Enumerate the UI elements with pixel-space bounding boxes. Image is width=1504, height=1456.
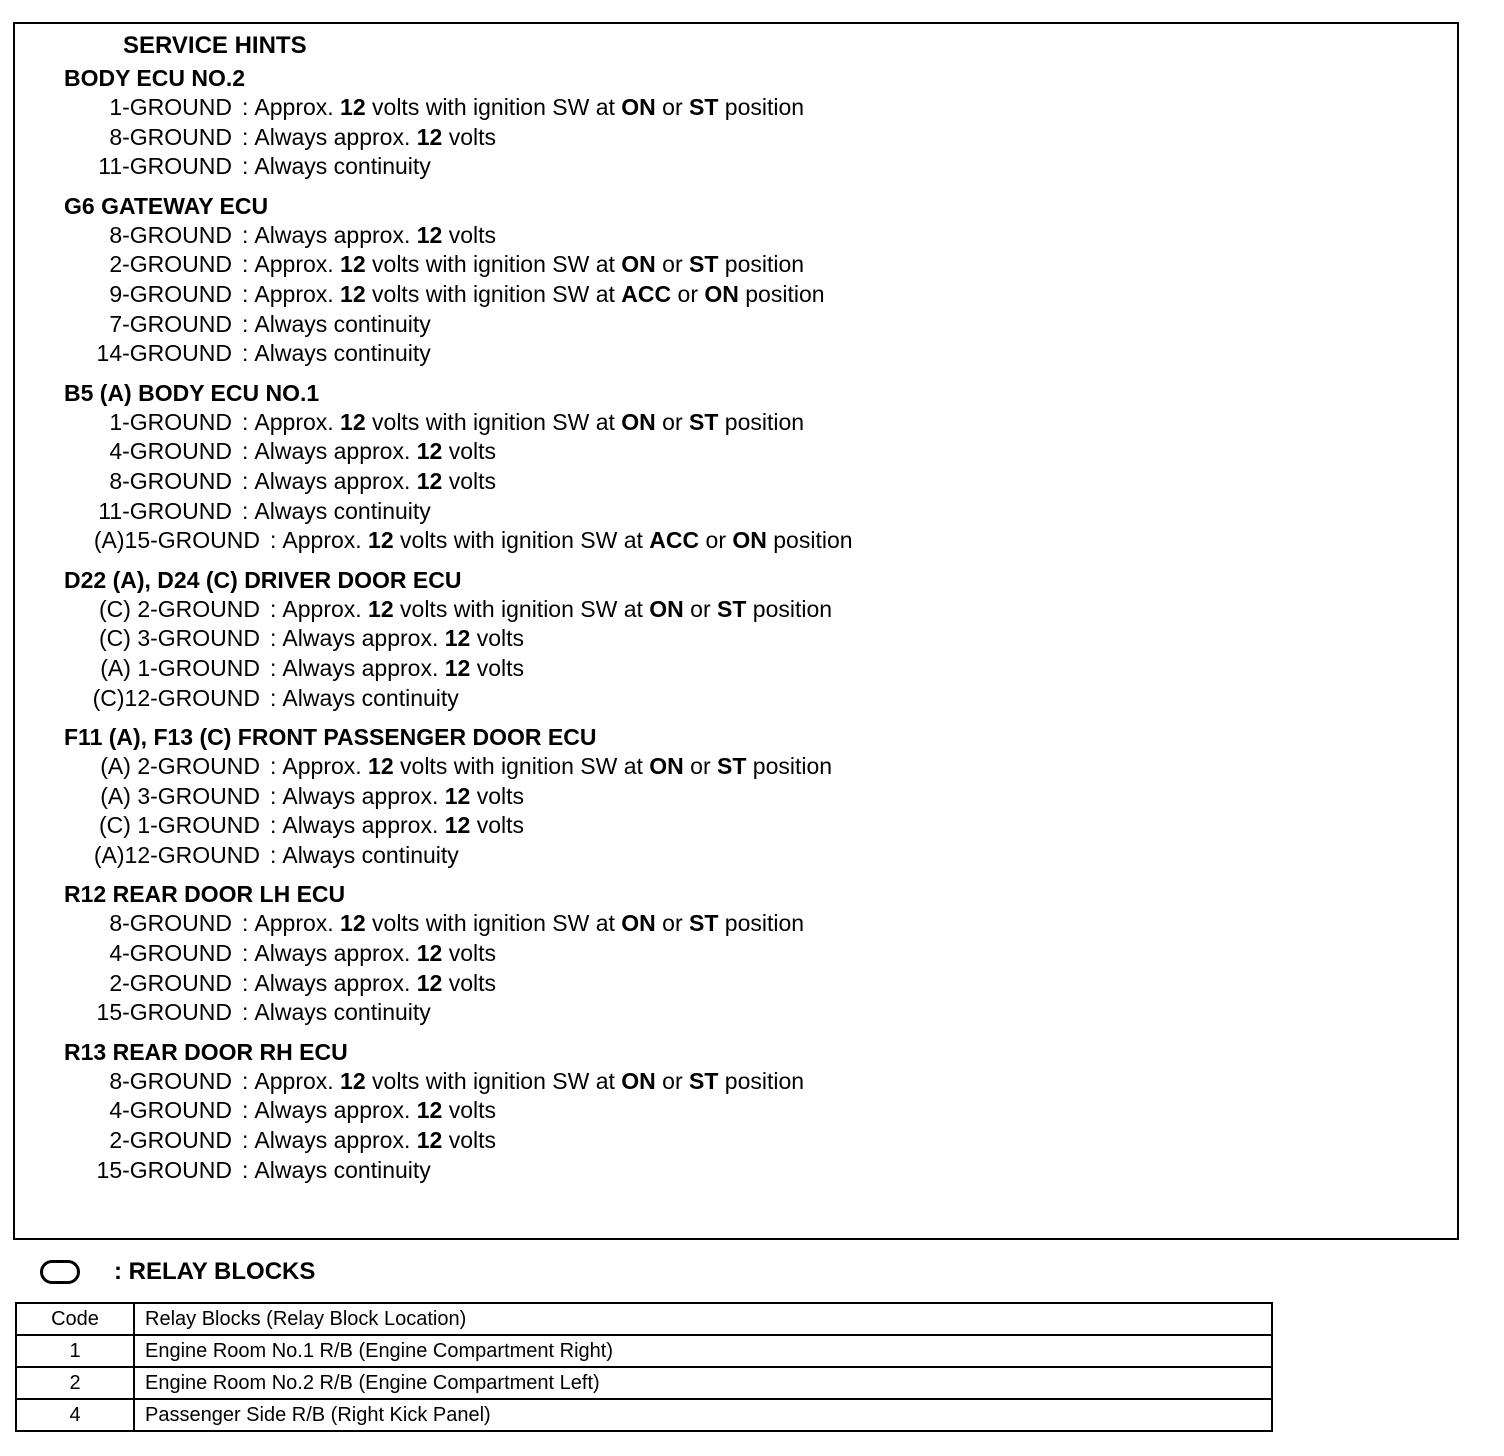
text-segment: Always continuity [254, 340, 431, 367]
separator: : [270, 684, 277, 711]
separator: : [270, 841, 277, 868]
text-segment: volts [442, 467, 497, 494]
hint-row [64, 152, 1444, 182]
terminal-pin: (A) 1-GROUND [100, 654, 260, 681]
text-segment: or [655, 94, 690, 120]
terminal-pin: 14-GROUND [96, 340, 232, 367]
value-emphasis: ON [704, 280, 739, 307]
condition-text [254, 939, 496, 969]
text-segment: Always continuity [254, 999, 431, 1026]
text-segment: Always continuity [254, 497, 431, 524]
text-segment: or [683, 753, 718, 780]
section-heading: D22 (A), D24 (C) DRIVER DOOR ECU [64, 566, 462, 593]
value-emphasis: ST [689, 251, 719, 278]
condition-text [282, 624, 524, 654]
text-segment: Always approx. [282, 625, 445, 652]
condition-text [254, 152, 430, 182]
terminal-pin: 8-GROUND [109, 910, 232, 937]
hint-row [64, 1096, 1444, 1126]
relay-legend-label: : RELAY BLOCKS [114, 1258, 316, 1285]
separator: : [242, 438, 249, 465]
text-segment: volts [442, 940, 497, 967]
text-segment: volts [442, 438, 497, 465]
text-segment: volts [442, 221, 497, 248]
hint-row [64, 939, 1444, 969]
separator: : [242, 497, 249, 524]
terminal-pin: 11-GROUND [98, 153, 232, 180]
separator: : [242, 1127, 249, 1154]
relay-block-table [15, 1302, 1273, 1432]
text-segment: volts [470, 782, 525, 809]
condition-text [254, 250, 804, 280]
text-segment: volts [442, 969, 497, 996]
terminal-pin: 4-GROUND [109, 940, 232, 967]
separator: : [242, 340, 249, 367]
hint-row [64, 909, 1444, 939]
text-segment: Always continuity [254, 1156, 431, 1183]
table-row [16, 1335, 1272, 1367]
condition-text [254, 1067, 804, 1097]
service-hints-title: SERVICE HINTS [105, 29, 325, 63]
text-segment: position [718, 251, 805, 278]
text-segment: volts with ignition SW at [393, 595, 650, 622]
hint-row [64, 280, 1444, 310]
text-segment: Approx. [254, 910, 341, 937]
separator: : [242, 999, 249, 1026]
column-header-code: Code [16, 1303, 134, 1335]
value-emphasis: ON [621, 1067, 656, 1094]
condition-text [254, 969, 496, 999]
table-row [16, 1399, 1272, 1431]
text-segment: position [746, 753, 833, 780]
hint-row [64, 497, 1444, 527]
terminal-pin: (C)12-GROUND [92, 684, 260, 711]
text-segment: Always approx. [282, 812, 445, 839]
terminal-pin: (A)15-GROUND [93, 527, 260, 554]
text-segment: or [655, 910, 690, 937]
condition-text [254, 437, 496, 467]
value-emphasis: ST [689, 910, 719, 937]
value-emphasis: 12 [368, 527, 394, 554]
value-emphasis: 12 [416, 438, 443, 465]
separator: : [270, 782, 277, 809]
text-segment: position [718, 408, 805, 435]
hint-row [64, 624, 1444, 654]
value-emphasis: ON [621, 910, 656, 937]
relay-code-cell: 2 [16, 1367, 134, 1399]
value-emphasis: 12 [416, 221, 443, 248]
separator: : [242, 910, 249, 937]
value-emphasis: 12 [416, 123, 443, 150]
terminal-pin: (A)12-GROUND [93, 841, 260, 868]
text-segment: volts [442, 123, 497, 150]
hint-row [64, 93, 1444, 123]
value-emphasis: 12 [444, 812, 471, 839]
separator: : [242, 310, 249, 337]
text-segment: Always approx. [282, 782, 445, 809]
separator: : [270, 753, 277, 780]
text-segment: Approx. [254, 1067, 341, 1094]
column-header-relay-blocks: Relay Blocks (Relay Block Location) [134, 1303, 1272, 1335]
terminal-pin: 15-GROUND [96, 999, 232, 1026]
text-segment: volts [470, 625, 525, 652]
condition-text [254, 408, 804, 438]
text-segment: or [655, 1067, 690, 1094]
condition-text [254, 221, 496, 251]
separator: : [242, 969, 249, 996]
text-segment: Always approx. [254, 1127, 417, 1154]
hint-row [64, 595, 1444, 625]
condition-text [254, 93, 804, 123]
text-segment: Always continuity [282, 841, 459, 868]
value-emphasis: 12 [444, 782, 471, 809]
text-segment: volts with ignition SW at [393, 527, 650, 554]
text-segment: or [671, 280, 705, 307]
text-segment: Approx. [254, 280, 341, 307]
terminal-pin: (C) 1-GROUND [99, 812, 260, 839]
text-segment: or [699, 527, 733, 554]
condition-text [282, 684, 458, 714]
text-segment: Approx. [254, 408, 341, 435]
hint-row [64, 998, 1444, 1028]
hint-row [64, 250, 1444, 280]
value-emphasis: ACC [649, 527, 700, 554]
relay-code-cell: 1 [16, 1335, 134, 1367]
hint-row [64, 467, 1444, 497]
terminal-pin: 2-GROUND [109, 1127, 232, 1154]
value-emphasis: ON [621, 94, 656, 120]
text-segment: Always approx. [254, 1097, 417, 1124]
text-segment: Always approx. [254, 940, 417, 967]
condition-text [282, 595, 832, 625]
text-segment: Always approx. [254, 221, 417, 248]
value-emphasis: 12 [340, 280, 366, 307]
condition-text [282, 526, 852, 556]
hint-row [64, 654, 1444, 684]
value-emphasis: ON [649, 595, 684, 622]
condition-text [254, 1096, 496, 1126]
hint-row [64, 437, 1444, 467]
section-heading: B5 (A) BODY ECU NO.1 [64, 379, 320, 406]
condition-text [254, 280, 824, 310]
text-segment: volts with ignition SW at [365, 280, 622, 307]
condition-text [254, 1126, 496, 1156]
text-segment: volts [470, 812, 525, 839]
condition-text [254, 998, 430, 1028]
text-segment: Always approx. [254, 438, 417, 465]
text-segment: position [718, 910, 805, 937]
value-emphasis: 12 [416, 969, 443, 996]
condition-text [254, 123, 496, 153]
hint-row [64, 969, 1444, 999]
text-segment: volts [470, 654, 525, 681]
text-segment: volts with ignition SW at [365, 251, 622, 278]
text-segment: or [655, 408, 690, 435]
condition-text [282, 654, 524, 684]
relay-legend [40, 1258, 315, 1286]
text-segment: or [683, 595, 718, 622]
condition-text [282, 782, 524, 812]
hint-row [64, 123, 1444, 153]
terminal-pin: 1-GROUND [109, 94, 232, 120]
text-segment: Always approx. [254, 467, 417, 494]
section-heading: R12 REAR DOOR LH ECU [64, 881, 346, 908]
separator: : [270, 595, 277, 622]
hint-row [64, 1126, 1444, 1156]
hint-row [64, 408, 1444, 438]
separator: : [270, 654, 277, 681]
value-emphasis: 12 [416, 1097, 443, 1124]
hint-row [64, 684, 1444, 714]
text-segment: Always approx. [282, 654, 445, 681]
relay-location-cell: Engine Room No.1 R/B (Engine Compartment Right) [134, 1335, 1272, 1367]
value-emphasis: ON [732, 527, 767, 554]
text-segment: position [718, 94, 805, 120]
text-segment: volts with ignition SW at [393, 753, 650, 780]
table-row [16, 1367, 1272, 1399]
separator: : [242, 940, 249, 967]
hint-row [64, 310, 1444, 340]
terminal-pin: 11-GROUND [98, 497, 232, 524]
text-segment: Always continuity [282, 684, 459, 711]
section-heading: R13 REAR DOOR RH ECU [64, 1038, 348, 1065]
value-emphasis: 12 [340, 94, 366, 120]
separator: : [270, 527, 277, 554]
value-emphasis: ACC [621, 280, 672, 307]
hint-row [64, 1067, 1444, 1097]
value-emphasis: 12 [340, 251, 366, 278]
value-emphasis: 12 [368, 595, 394, 622]
hint-row [64, 841, 1444, 871]
value-emphasis: 12 [340, 1067, 366, 1094]
text-segment: volts [442, 1127, 497, 1154]
text-segment: volts with ignition SW at [365, 408, 622, 435]
text-segment: or [655, 251, 690, 278]
terminal-pin: 9-GROUND [109, 280, 232, 307]
text-segment: position [766, 527, 853, 554]
value-emphasis: ON [621, 408, 656, 435]
text-segment: volts with ignition SW at [365, 94, 622, 120]
text-segment: Always approx. [254, 969, 417, 996]
text-segment: Approx. [282, 527, 369, 554]
section-heading: G6 GATEWAY ECU [64, 192, 269, 219]
separator: : [242, 251, 249, 278]
hint-row [64, 1156, 1444, 1186]
condition-text [254, 497, 430, 527]
condition-text [254, 310, 430, 340]
condition-text [254, 467, 496, 497]
terminal-pin: (A) 2-GROUND [100, 753, 260, 780]
condition-text [254, 909, 804, 939]
terminal-pin: 8-GROUND [109, 221, 232, 248]
condition-text [282, 752, 832, 782]
value-emphasis: 12 [444, 625, 471, 652]
condition-text [254, 339, 430, 369]
text-segment: Approx. [254, 94, 341, 120]
text-segment: position [738, 280, 825, 307]
terminal-pin: 2-GROUND [109, 969, 232, 996]
terminal-pin: 4-GROUND [109, 1097, 232, 1124]
text-segment: Approx. [282, 595, 369, 622]
table-header-row [16, 1303, 1272, 1335]
value-emphasis: ST [689, 408, 719, 435]
separator: : [242, 1067, 249, 1094]
terminal-pin: 1-GROUND [109, 408, 232, 435]
value-emphasis: ON [649, 753, 684, 780]
terminal-pin: 8-GROUND [109, 123, 232, 150]
separator: : [242, 1097, 249, 1124]
hint-row [64, 221, 1444, 251]
text-segment: volts [442, 1097, 497, 1124]
terminal-pin: 2-GROUND [109, 251, 232, 278]
value-emphasis: 12 [416, 467, 443, 494]
text-segment: Always continuity [254, 153, 431, 180]
relay-code-cell: 4 [16, 1399, 134, 1431]
separator: : [242, 221, 249, 248]
separator: : [242, 94, 249, 120]
terminal-pin: (C) 3-GROUND [99, 625, 260, 652]
hint-row [64, 526, 1444, 556]
text-segment: Always continuity [254, 310, 431, 337]
terminal-pin: 15-GROUND [96, 1156, 232, 1183]
value-emphasis: 12 [340, 910, 366, 937]
value-emphasis: 12 [340, 408, 366, 435]
separator: : [242, 153, 249, 180]
separator: : [242, 123, 249, 150]
text-segment: Always approx. [254, 123, 417, 150]
relay-block-icon [40, 1260, 80, 1284]
text-segment: position [746, 595, 833, 622]
value-emphasis: ST [689, 1067, 719, 1094]
text-segment: volts with ignition SW at [365, 910, 622, 937]
service-hints-content [64, 64, 1444, 1185]
hint-row [64, 752, 1444, 782]
section-heading: BODY ECU NO.2 [64, 65, 246, 91]
value-emphasis: 12 [416, 1127, 443, 1154]
value-emphasis: 12 [444, 654, 471, 681]
value-emphasis: ST [717, 753, 747, 780]
hint-row [64, 782, 1444, 812]
separator: : [242, 280, 249, 307]
terminal-pin: 4-GROUND [109, 438, 232, 465]
text-segment: Approx. [254, 251, 341, 278]
terminal-pin: 7-GROUND [109, 310, 232, 337]
hint-row [64, 811, 1444, 841]
value-emphasis: 12 [416, 940, 443, 967]
text-segment: position [718, 1067, 805, 1094]
separator: : [270, 812, 277, 839]
separator: : [270, 625, 277, 652]
text-segment: volts with ignition SW at [365, 1067, 622, 1094]
relay-location-cell: Engine Room No.2 R/B (Engine Compartment Left) [134, 1367, 1272, 1399]
value-emphasis: 12 [368, 753, 394, 780]
terminal-pin: (C) 2-GROUND [99, 595, 260, 622]
service-hints-box [13, 22, 1459, 1240]
relay-location-cell: Passenger Side R/B (Right Kick Panel) [134, 1399, 1272, 1431]
condition-text [282, 841, 458, 871]
value-emphasis: ST [717, 595, 747, 622]
separator: : [242, 408, 249, 435]
text-segment: Approx. [282, 753, 369, 780]
terminal-pin: 8-GROUND [109, 467, 232, 494]
value-emphasis: ON [621, 251, 656, 278]
hint-row [64, 339, 1444, 369]
value-emphasis: ST [689, 94, 719, 120]
separator: : [242, 467, 249, 494]
condition-text [254, 1156, 430, 1186]
section-heading: F11 (A), F13 (C) FRONT PASSENGER DOOR ECU [64, 724, 597, 751]
condition-text [282, 811, 524, 841]
terminal-pin: (A) 3-GROUND [100, 782, 260, 809]
separator: : [242, 1156, 249, 1183]
terminal-pin: 8-GROUND [109, 1067, 232, 1094]
